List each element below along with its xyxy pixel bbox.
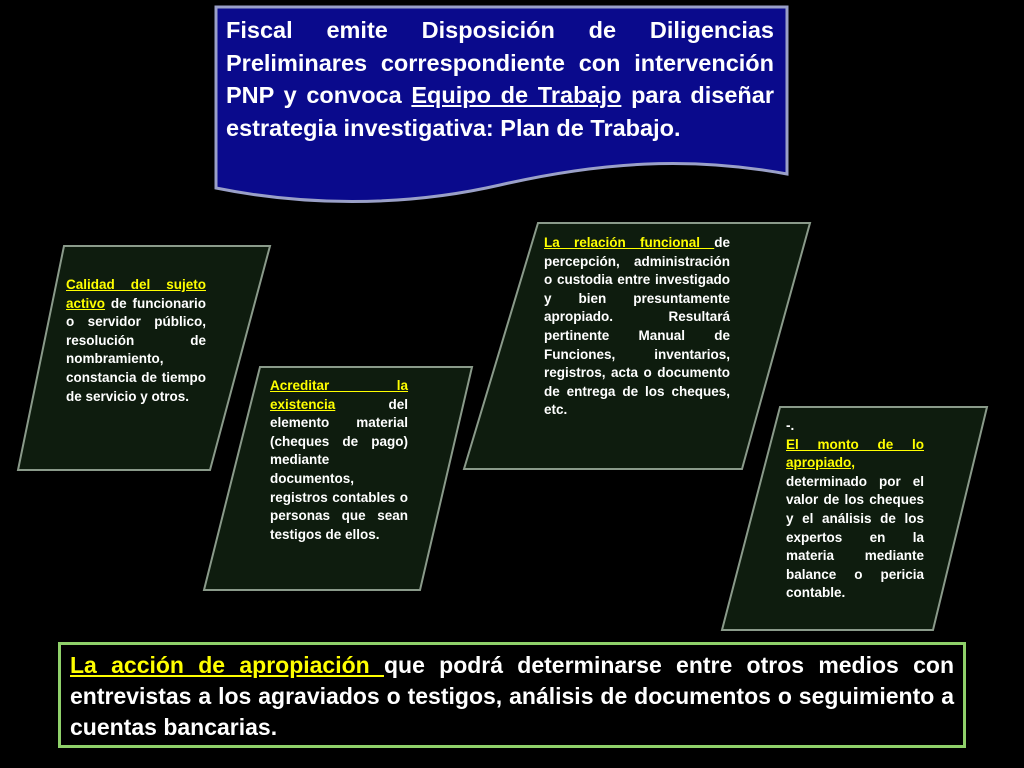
card-2-highlight: Acreditar la existencia (270, 378, 408, 412)
card-3-body: de percepción, administración o custodia entre investigado y bien presuntamente apropiado. Resultará pertinente Manual de Funciones, inventarios, registros, acta o documento de entrega de los cheques, etc. (544, 235, 730, 418)
card-2-body: del elemento material (cheques de pago) mediante documentos, registros contables o personas que sean testigos de ellos. (270, 396, 408, 542)
card-1-text (66, 276, 206, 406)
card-4-body: determinado por el valor de los cheques y el análisis de los expertos en la materia mediante balance o pericia contable. (786, 473, 924, 601)
accion-de-apropiacion-link: La acción de apropiación (70, 652, 384, 678)
card-1-body: de funcionario o servidor público, resolución de nombramiento, constancia de tiempo de servicio y otros. (66, 295, 206, 404)
bottom-box-text (70, 650, 954, 743)
card-3-highlight: La relación funcional (544, 235, 715, 250)
card-4-text (786, 417, 924, 603)
top-box-text-before: Fiscal emite Disposición de Diligencias Preliminares correspondiente con intervención PNP y convoca (226, 17, 774, 108)
card-2-text (270, 377, 408, 544)
card-3-text (544, 234, 730, 420)
equipo-de-trabajo-link: Equipo de Trabajo (411, 82, 622, 108)
bottom-box-body: que podrá determinarse entre otros medios con entrevistas a los agraviados o testigos, análisis de documentos o seguimiento a cuentas bancarias. (70, 652, 954, 740)
top-box-text-after: para diseñar estrategia investigativa: Plan de Trabajo. (226, 82, 774, 141)
card-1-highlight: Calidad del sujeto activo (66, 277, 206, 311)
card-4-prefix: -. (786, 418, 795, 433)
top-box-text (226, 14, 774, 144)
card-4-highlight: El monto de lo apropiado, (786, 436, 924, 471)
